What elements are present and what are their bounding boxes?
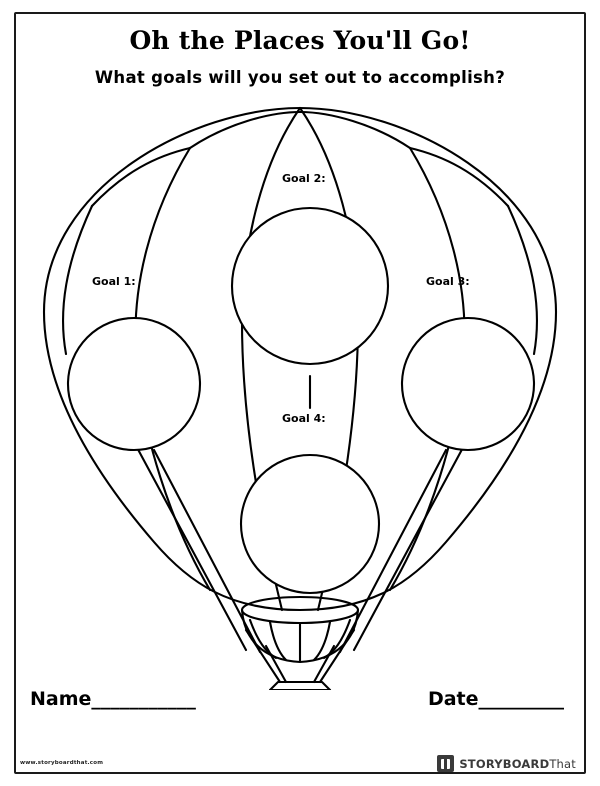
name-field[interactable]: Name___________ (30, 688, 196, 710)
page-subtitle: What goals will you set out to accomplish? (94, 68, 506, 87)
brand-text-light: That (549, 756, 576, 771)
goal-circle-2 (232, 208, 388, 364)
goal-circle-4 (241, 455, 379, 593)
cord-from-goal1-b (154, 450, 260, 652)
storyboard-mark-icon (437, 755, 454, 772)
hot-air-balloon-illustration (14, 90, 586, 690)
brand-text (459, 757, 576, 771)
page-title: Oh the Places You'll Go! (129, 26, 471, 55)
date-field[interactable]: Date_________ (427, 688, 564, 710)
goal-4-label: Goal 4: (282, 412, 326, 425)
basket-top (270, 682, 330, 690)
goal-circle-1 (68, 318, 200, 450)
goal-circle-3 (402, 318, 534, 450)
cord-from-goal1 (134, 442, 246, 650)
envelope-top-arc (190, 112, 410, 148)
brand-logo (437, 755, 576, 772)
goal-2-label: Goal 2: (282, 172, 326, 185)
footer-url: www.storyboardthat.com (20, 760, 104, 766)
goal-3-label: Goal 3: (426, 275, 470, 288)
goal-1-label: Goal 1: (92, 275, 136, 288)
brand-text-bold: STORYBOARD (459, 756, 550, 771)
